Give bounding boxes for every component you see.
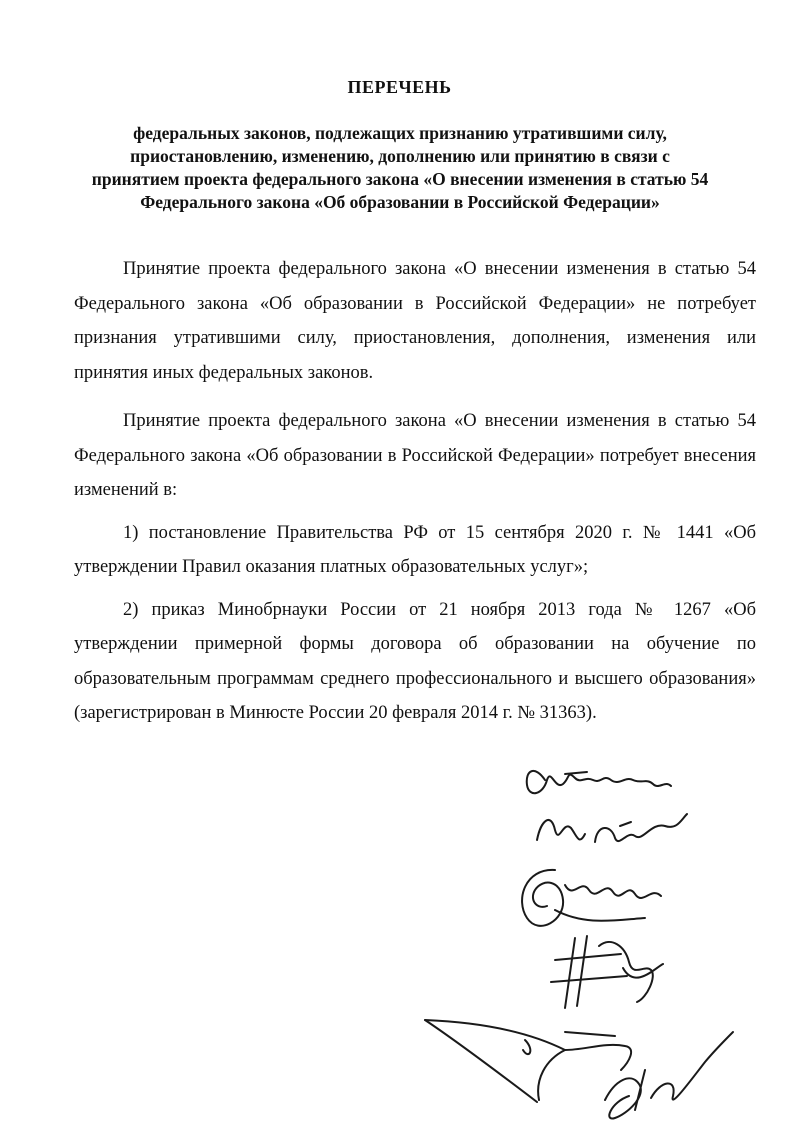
paragraph-2: Принятие проекта федерального закона «О внесении изменения в статью 54 Федерального закона «Об образовании в Российской Федерации» потребует внесения изменений в:: [74, 411, 756, 500]
signature-3: [522, 870, 661, 926]
signature-1: [527, 771, 671, 793]
subtitle-line: приостановлению, изменению, дополнению или принятию в связи с: [130, 146, 670, 166]
document-title: ПЕРЕЧЕНЬ: [347, 77, 452, 97]
paragraph-list-item-2: 2) приказ Минобрнауки России от 21 ноября 2013 года № 1267 «Об утверждении примерной формы договора об образовании на обучение по образовательным программам среднего профессионального и высшего образования» (зарегистрирован в Минюсте России 20 февраля 2014 г. № 31363).: [74, 599, 756, 723]
signature-2: [537, 814, 687, 842]
signature-4: [551, 936, 663, 1008]
document-body: [74, 252, 756, 731]
subtitle-line: федеральных законов, подлежащих признанию утратившими силу,: [133, 123, 667, 143]
signature-5: [425, 1020, 733, 1119]
paragraph-1: Принятие проекта федерального закона «О внесении изменения в статью 54 Федерального закона «Об образовании в Российской Федерации» не потребует признания утратившими силу, приостановления, дополнения, изменения или принятия иных федеральных законов.: [74, 259, 756, 383]
subtitle-line: принятием проекта федерального закона «О внесении изменения в статью 54: [91, 169, 709, 189]
subtitle-line: Федерального закона «Об образовании в Российской Федерации»: [140, 192, 660, 212]
signatures-block: [415, 750, 745, 1130]
paragraph-list-item-1: 1) постановление Правительства РФ от 15 сентября 2020 г. № 1441 «Об утверждении Правил оказания платных образовательных услуг»;: [74, 522, 756, 577]
document-subtitle: [70, 122, 730, 214]
